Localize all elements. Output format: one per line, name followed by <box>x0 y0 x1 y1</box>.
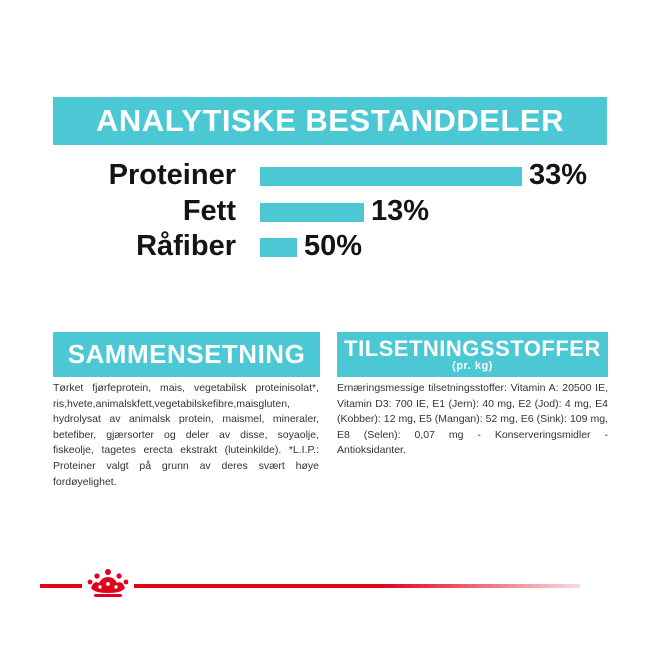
nutrient-label: Råfiber <box>136 230 236 262</box>
footer-divider-right <box>134 584 580 588</box>
nutrient-label: Proteiner <box>108 159 236 191</box>
section-title: ANALYTISKE BESTANDDELER <box>96 103 564 138</box>
nutrient-value: 33% <box>529 159 588 191</box>
nutrient-bar <box>260 167 522 186</box>
nutrient-bar <box>260 238 297 257</box>
section-title-banner <box>53 97 607 145</box>
nutrient-value: 13% <box>371 195 430 227</box>
additives-heading: TILSETNINGSSTOFFER <box>344 335 601 361</box>
nutrient-bar <box>260 203 364 222</box>
nutrient-row-protein <box>0 157 660 193</box>
nutrient-value: 50% <box>304 230 363 262</box>
composition-heading-banner <box>53 332 320 377</box>
composition-heading: SAMMENSETNING <box>67 339 306 369</box>
additives-heading-banner <box>337 332 608 377</box>
additives-subheading: (pr. kg) <box>452 359 493 372</box>
nutrient-label: Fett <box>182 195 236 227</box>
footer-divider-left <box>40 584 82 588</box>
composition-text: Tørket fjørfeprotein, mais, vegetabilsk proteinisolat*, ris,hvete,animalskfett,vegetabilskefibre,maisgluten, hydrolysat av animalsk protein, maismel, mineraler, betefiber, gjærsorter og deler av disse, soyaolje, fiskeolje, tagetes erecta ekstrakt (luteinkilde). *L.I.P.: Proteiner valgt på grunn av deres svært høye fordøyelighet. <box>53 382 319 488</box>
royal-canin-crown-icon <box>86 566 130 600</box>
nutrient-row-fat <box>0 193 660 229</box>
nutrient-row-fiber <box>0 228 660 264</box>
additives-text: Ernæringsmessige tilsetningsstoffer: Vitamin A: 20500 IE, Vitamin D3: 700 IE, E1 (Jern): 40 mg, E2 (Jod): 4 mg, E4 (Kobber): 12 mg, E5 (Mangan): 52 mg, E6 (Sink): 109 mg, E8 (Selen): 0,07 mg - Konserveringsmidler - Antioksidanter. <box>337 382 608 457</box>
